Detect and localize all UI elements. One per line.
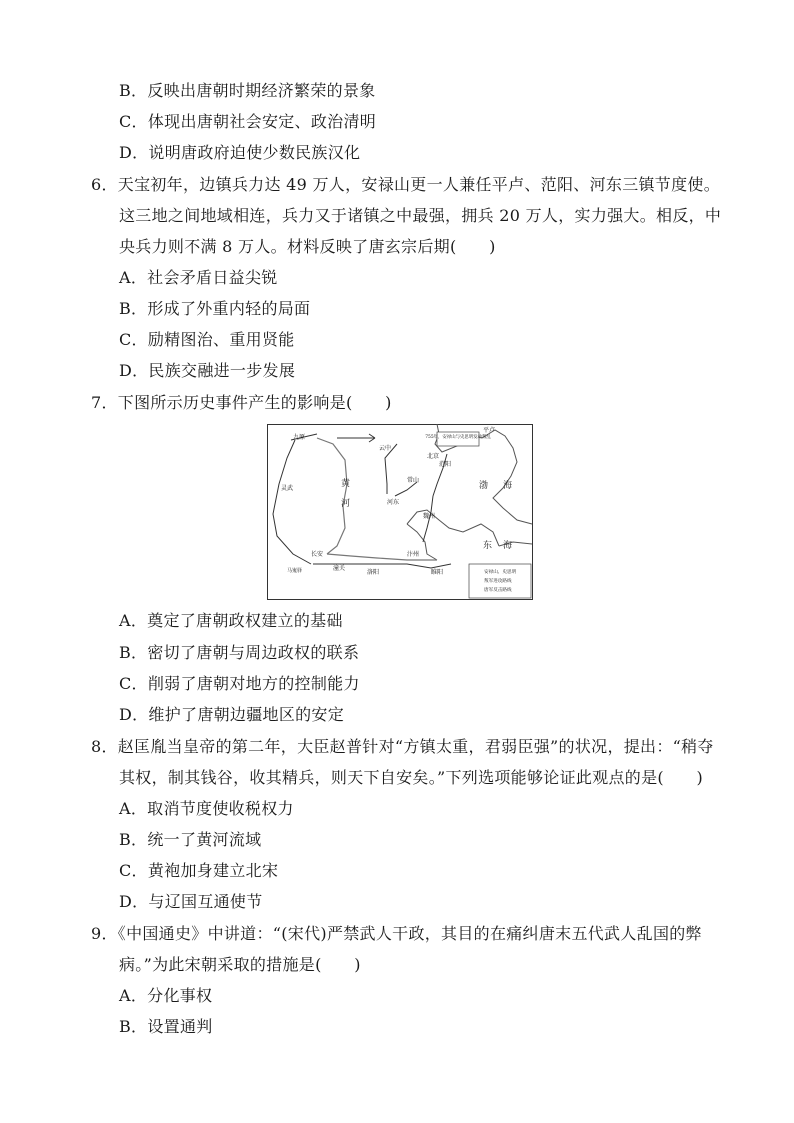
map-label-jiuyuan: 九原 bbox=[293, 434, 306, 441]
q7-option-b: B．密切了唐朝与周边政权的联系 bbox=[119, 643, 360, 662]
map-label-fanyang: 范阳 bbox=[439, 461, 452, 468]
q8-option-a: A．取消节度使收税权力 bbox=[119, 799, 294, 818]
map-label-bohai-1: 渤 bbox=[479, 481, 489, 491]
q9-option-a: A．分化事权 bbox=[119, 986, 213, 1005]
map-label-hedong: 河东 bbox=[387, 499, 400, 506]
map-label-changan: 长安 bbox=[311, 551, 324, 558]
q6-stem-line-1: 6．天宝初年，边镇兵力达 49 万人，安禄山更一人兼任平卢、范阳、河东三镇节度使。 bbox=[91, 175, 721, 194]
map-label-beijing: 北京 bbox=[427, 453, 440, 460]
q6-option-a: A．社会矛盾日益尖锐 bbox=[119, 268, 278, 287]
q9-option-b: B．设置通判 bbox=[119, 1017, 213, 1036]
q6-stem-line-3: 央兵力则不满 8 万人。材料反映了唐玄宗后期( ) bbox=[119, 237, 496, 256]
map-label-bianzhou: 汴州 bbox=[407, 551, 420, 558]
map-label-east-sea-1: 东 bbox=[483, 541, 493, 551]
q9-stem-line-2: 病。”为此宋朝采取的措施是( ) bbox=[119, 955, 361, 974]
an-lushan-rebellion-map bbox=[267, 424, 533, 600]
map-label-yunzhong: 云中 bbox=[379, 445, 392, 452]
q8-stem-line-2: 其权，制其钱谷，收其精兵，则天下自安矣。”下列选项能够论证此观点的是( ) bbox=[119, 768, 704, 787]
q5-option-d: D．说明唐政府迫使少数民族汉化 bbox=[119, 143, 361, 162]
map-label-bohai-2: 海 bbox=[503, 481, 513, 491]
map-label-tongguan: 潼关 bbox=[333, 565, 346, 572]
q6-stem-line-2: 这三地之间地域相连，兵力又于诸镇之中最强，拥兵 20 万人，实力强大。相反，中 bbox=[119, 206, 722, 225]
map-label-changshan: 常山 bbox=[407, 477, 420, 484]
map-label-suiyang: 睢阳 bbox=[431, 569, 444, 576]
map-label-weizhou: 魏州 bbox=[423, 513, 436, 520]
q7-option-d: D．维护了唐朝边疆地区的安定 bbox=[119, 705, 345, 724]
q8-stem-line-1: 8．赵匡胤当皇帝的第二年，大臣赵普针对“方镇太重，君弱臣强”的状况，提出：“稍夺 bbox=[91, 737, 714, 756]
q6-option-b: B．形成了外重内轻的局面 bbox=[119, 299, 311, 318]
q5-option-c: C．体现出唐朝社会安定、政治清明 bbox=[119, 112, 377, 131]
legend-item-1: 安禄山、史思明 bbox=[484, 570, 517, 575]
map-note: 755年，安禄山与史思明发动叛乱 bbox=[425, 435, 491, 440]
q7-option-c: C．削弱了唐朝对地方的控制能力 bbox=[119, 674, 360, 693]
map-label-pinglu: 平卢 bbox=[483, 427, 496, 434]
q6-option-c: C．励精图治、重用贤能 bbox=[119, 330, 295, 349]
map-label-luoyang: 洛阳 bbox=[367, 569, 380, 576]
q8-option-c: C．黄袍加身建立北宋 bbox=[119, 861, 279, 880]
q9-stem-line-1: 9．《中国通史》中讲道：“(宋代)严禁武人干政，其目的在痛纠唐末五代武人乱国的弊 bbox=[91, 924, 702, 943]
legend-item-2: 叛军进攻路线 bbox=[484, 579, 512, 584]
map-label-yellow-river-2: 河 bbox=[341, 499, 351, 509]
q6-option-d: D．民族交融进一步发展 bbox=[119, 361, 296, 380]
q8-option-d: D．与辽国互通使节 bbox=[119, 892, 263, 911]
map-legend bbox=[469, 564, 531, 598]
map-label-yellow-river-1: 黄 bbox=[341, 479, 351, 489]
map-label-lingwu: 灵武 bbox=[281, 485, 294, 492]
q8-option-b: B．统一了黄河流域 bbox=[119, 830, 262, 849]
map-label-mawei: 马嵬驿 bbox=[287, 568, 303, 574]
q5-option-b: B．反映出唐朝时期经济繁荣的景象 bbox=[119, 81, 376, 100]
legend-item-3: 唐军反击路线 bbox=[484, 588, 512, 593]
q7-stem: 7．下图所示历史事件产生的影响是( ) bbox=[91, 393, 392, 412]
map-label-east-sea-2: 海 bbox=[503, 541, 513, 551]
q7-option-a: A．奠定了唐朝政权建立的基础 bbox=[119, 611, 343, 630]
